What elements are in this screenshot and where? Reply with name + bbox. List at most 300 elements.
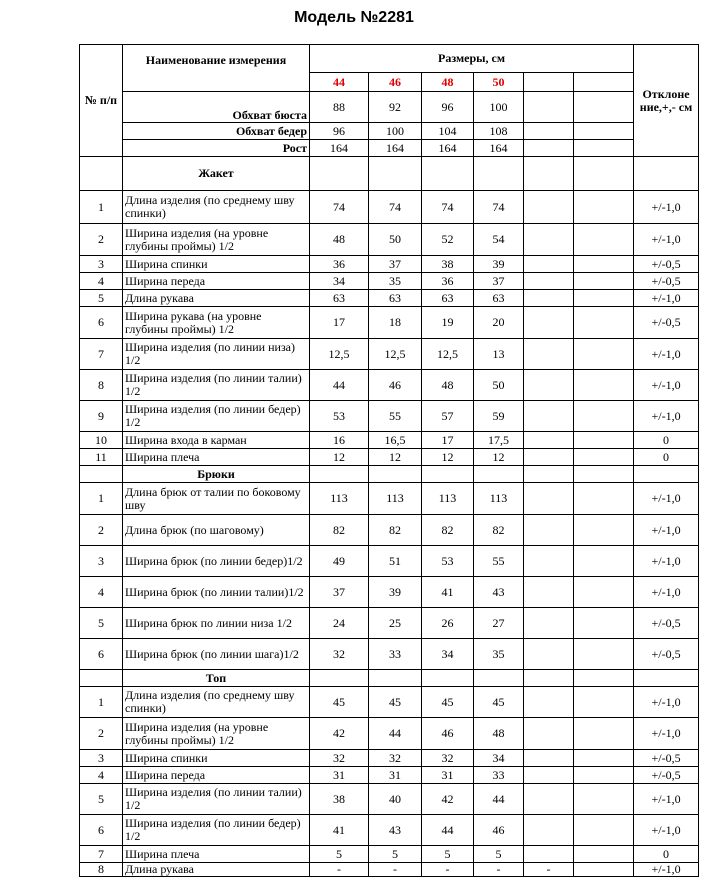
deviation-value: +/-1,0 xyxy=(634,718,699,750)
measurement-value: 17 xyxy=(422,432,474,449)
row-number: 1 xyxy=(80,191,123,224)
measurement-value: - xyxy=(474,863,524,877)
section-empty-cell xyxy=(422,670,474,687)
measurement-value xyxy=(574,750,634,767)
measurement-value: 12 xyxy=(474,449,524,466)
measurement-value: 37 xyxy=(310,577,369,608)
measurement-value: 63 xyxy=(474,290,524,307)
table-row xyxy=(80,546,699,577)
measurement-value: 27 xyxy=(474,608,524,639)
size-cell: 50 xyxy=(474,73,524,92)
measurement-value: 53 xyxy=(422,546,474,577)
measurement-value: 34 xyxy=(474,750,524,767)
measurement-value xyxy=(524,815,574,846)
measurement-value: 49 xyxy=(310,546,369,577)
measurement-value: 55 xyxy=(369,401,422,432)
measurement-value xyxy=(574,784,634,815)
measurement-value xyxy=(574,483,634,515)
measurement-value xyxy=(524,718,574,750)
table-row xyxy=(80,256,699,273)
measurement-value: 41 xyxy=(310,815,369,846)
row-number: 4 xyxy=(80,273,123,290)
measurement-value: 5 xyxy=(474,846,524,863)
deviation-value: +/-1,0 xyxy=(634,687,699,718)
measurement-value xyxy=(574,256,634,273)
section-empty-cell xyxy=(422,466,474,483)
measurement-name: Длина брюк от талии по боковому шву xyxy=(123,483,310,515)
header-number: № п/п xyxy=(80,45,123,157)
base-measurement-value: 164 xyxy=(474,140,524,157)
measurement-value: 34 xyxy=(310,273,369,290)
table-row xyxy=(80,370,699,401)
table-row xyxy=(80,224,699,256)
measurement-value: 17,5 xyxy=(474,432,524,449)
measurement-value: 32 xyxy=(369,750,422,767)
measurement-value: 37 xyxy=(369,256,422,273)
measurement-value: 39 xyxy=(474,256,524,273)
measurement-value: - xyxy=(369,863,422,877)
measurement-value: 5 xyxy=(310,846,369,863)
measurement-value xyxy=(574,639,634,670)
measurement-value: - xyxy=(310,863,369,877)
measurement-value: 50 xyxy=(474,370,524,401)
table-row xyxy=(80,290,699,307)
measurement-value: 18 xyxy=(369,307,422,339)
row-number: 9 xyxy=(80,401,123,432)
measurement-value: 34 xyxy=(422,639,474,670)
section-empty-cell xyxy=(310,157,369,191)
base-measurement-value xyxy=(574,140,634,157)
row-number: 8 xyxy=(80,863,123,877)
row-number: 2 xyxy=(80,718,123,750)
section-empty-cell xyxy=(80,466,123,483)
table-row xyxy=(80,339,699,370)
measurement-value: 48 xyxy=(474,718,524,750)
deviation-value: +/-1,0 xyxy=(634,483,699,515)
section-empty-cell xyxy=(422,157,474,191)
measurement-value: 12 xyxy=(369,449,422,466)
measurement-value xyxy=(524,608,574,639)
measurement-name: Ширина спинки xyxy=(123,750,310,767)
section-empty-cell xyxy=(634,670,699,687)
size-cell xyxy=(574,73,634,92)
section-empty-cell xyxy=(80,670,123,687)
section-header-row xyxy=(80,670,699,687)
section-title: Брюки xyxy=(123,466,310,483)
deviation-value: +/-1,0 xyxy=(634,863,699,877)
row-number: 5 xyxy=(80,784,123,815)
measurement-value: 31 xyxy=(369,767,422,784)
section-empty-cell xyxy=(310,466,369,483)
measurement-value: 39 xyxy=(369,577,422,608)
table-row xyxy=(80,687,699,718)
base-measurement-value: 88 xyxy=(310,92,369,123)
measurement-value: 82 xyxy=(369,515,422,546)
section-empty-cell xyxy=(634,466,699,483)
measurement-value xyxy=(524,339,574,370)
measurement-value: 43 xyxy=(474,577,524,608)
section-title: Жакет xyxy=(123,157,310,191)
row-number: 1 xyxy=(80,687,123,718)
measurement-value: 16 xyxy=(310,432,369,449)
deviation-value: +/-1,0 xyxy=(634,224,699,256)
measurement-value: 38 xyxy=(310,784,369,815)
measurement-name: Ширина рукава (на уровне глубины проймы) 1/2 xyxy=(123,307,310,339)
measurement-value xyxy=(524,639,574,670)
measurement-value: 113 xyxy=(369,483,422,515)
measurement-name: Ширина брюк по линии низа 1/2 xyxy=(123,608,310,639)
measurement-name: Ширина изделия (по линии бедер) 1/2 xyxy=(123,401,310,432)
measurement-value: 31 xyxy=(310,767,369,784)
measurement-value: 42 xyxy=(422,784,474,815)
deviation-value: +/-1,0 xyxy=(634,290,699,307)
deviation-value: 0 xyxy=(634,432,699,449)
row-number: 5 xyxy=(80,290,123,307)
measurement-value xyxy=(524,370,574,401)
measurement-value xyxy=(574,687,634,718)
base-measurement-value: 92 xyxy=(369,92,422,123)
measurement-value: 25 xyxy=(369,608,422,639)
measurement-value: 74 xyxy=(422,191,474,224)
measurement-value: 74 xyxy=(310,191,369,224)
measurement-value: 33 xyxy=(474,767,524,784)
table-row xyxy=(80,863,699,877)
base-measurement-value: 164 xyxy=(369,140,422,157)
row-number: 7 xyxy=(80,846,123,863)
section-empty-cell xyxy=(369,670,422,687)
table-row xyxy=(80,815,699,846)
size-cell: 46 xyxy=(369,73,422,92)
base-measurement-value: 100 xyxy=(474,92,524,123)
measurement-name: Ширина входа в карман xyxy=(123,432,310,449)
measurement-value xyxy=(524,401,574,432)
row-number: 4 xyxy=(80,577,123,608)
measurement-value xyxy=(524,307,574,339)
base-measurement-value xyxy=(574,92,634,123)
deviation-value: +/-1,0 xyxy=(634,546,699,577)
base-measurement-value xyxy=(524,92,574,123)
measurement-value: 74 xyxy=(369,191,422,224)
measurement-value: 57 xyxy=(422,401,474,432)
table-row xyxy=(80,307,699,339)
measurement-value: 31 xyxy=(422,767,474,784)
table-row xyxy=(80,608,699,639)
measurement-value xyxy=(574,273,634,290)
deviation-value: +/-1,0 xyxy=(634,515,699,546)
section-empty-cell xyxy=(310,670,369,687)
section-empty-cell xyxy=(574,157,634,191)
section-header-row xyxy=(80,466,699,483)
base-measurement-value xyxy=(574,123,634,140)
measurement-value: - xyxy=(524,863,574,877)
deviation-value: +/-1,0 xyxy=(634,339,699,370)
size-cell xyxy=(524,73,574,92)
measurement-value: 45 xyxy=(369,687,422,718)
base-measurement-value xyxy=(524,123,574,140)
measurement-value: 48 xyxy=(422,370,474,401)
base-measurement-label: Обхват бюста xyxy=(123,92,310,123)
deviation-value: 0 xyxy=(634,846,699,863)
measurement-value xyxy=(524,750,574,767)
measurement-value: 113 xyxy=(310,483,369,515)
deviation-value: 0 xyxy=(634,449,699,466)
base-measurement-label: Обхват бедер xyxy=(123,123,310,140)
measurement-value: 74 xyxy=(474,191,524,224)
deviation-value: +/-0,5 xyxy=(634,639,699,670)
table-row xyxy=(80,846,699,863)
measurement-value: 40 xyxy=(369,784,422,815)
row-number: 4 xyxy=(80,767,123,784)
measurement-value: 46 xyxy=(369,370,422,401)
table-row xyxy=(80,273,699,290)
measurement-name: Длина рукава xyxy=(123,863,310,877)
measurement-value: 12,5 xyxy=(369,339,422,370)
base-measurement-value: 100 xyxy=(369,123,422,140)
measurement-value: 113 xyxy=(422,483,474,515)
section-title: Топ xyxy=(123,670,310,687)
measurement-value: 55 xyxy=(474,546,524,577)
measurement-value: 43 xyxy=(369,815,422,846)
row-number: 3 xyxy=(80,546,123,577)
measurement-value xyxy=(574,767,634,784)
base-measurement-value: 96 xyxy=(310,123,369,140)
measurement-value xyxy=(574,815,634,846)
section-empty-cell xyxy=(474,466,524,483)
row-number: 2 xyxy=(80,515,123,546)
size-cell: 48 xyxy=(422,73,474,92)
deviation-value: +/-1,0 xyxy=(634,370,699,401)
measurement-value: 32 xyxy=(422,750,474,767)
measurement-value: 45 xyxy=(310,687,369,718)
measurement-value: 46 xyxy=(474,815,524,846)
measurement-value xyxy=(524,273,574,290)
measurement-value xyxy=(574,290,634,307)
measurement-value xyxy=(574,307,634,339)
measurement-name: Длина изделия (по среднему шву спинки) xyxy=(123,191,310,224)
measurement-name: Ширина спинки xyxy=(123,256,310,273)
measurement-value: 41 xyxy=(422,577,474,608)
row-number: 6 xyxy=(80,815,123,846)
measurement-value: 44 xyxy=(474,784,524,815)
row-number: 3 xyxy=(80,256,123,273)
measurement-value xyxy=(574,191,634,224)
section-empty-cell xyxy=(369,157,422,191)
measurement-value xyxy=(524,767,574,784)
measurement-value: 48 xyxy=(310,224,369,256)
deviation-value: +/-0,5 xyxy=(634,608,699,639)
row-number: 6 xyxy=(80,639,123,670)
section-empty-cell xyxy=(524,670,574,687)
measurement-name: Ширина плеча xyxy=(123,846,310,863)
measurement-name: Ширина переда xyxy=(123,273,310,290)
measurement-value xyxy=(574,224,634,256)
row-number: 1 xyxy=(80,483,123,515)
measurement-value: 12 xyxy=(422,449,474,466)
section-empty-cell xyxy=(474,670,524,687)
measurement-name: Ширина брюк (по линии шага)1/2 xyxy=(123,639,310,670)
measurement-value xyxy=(524,256,574,273)
measurement-value xyxy=(524,224,574,256)
measurement-value xyxy=(524,846,574,863)
table-row xyxy=(80,401,699,432)
section-empty-cell xyxy=(80,157,123,191)
header-deviation: Отклоне ние,+,- см xyxy=(634,45,699,157)
measurement-name: Длина брюк (по шаговому) xyxy=(123,515,310,546)
section-empty-cell xyxy=(574,466,634,483)
measurement-value: 24 xyxy=(310,608,369,639)
deviation-value: +/-0,5 xyxy=(634,307,699,339)
measurement-value: - xyxy=(422,863,474,877)
measurement-value: 36 xyxy=(422,273,474,290)
measurement-value: 63 xyxy=(369,290,422,307)
measurement-value xyxy=(524,577,574,608)
measurement-value xyxy=(574,515,634,546)
section-empty-cell xyxy=(634,157,699,191)
measurement-value xyxy=(524,483,574,515)
document-title: Модель №2281 xyxy=(294,9,414,26)
measurement-name: Ширина переда xyxy=(123,767,310,784)
measurement-value: 5 xyxy=(369,846,422,863)
measurement-value xyxy=(524,784,574,815)
base-measurement-value xyxy=(524,140,574,157)
table-row xyxy=(80,577,699,608)
section-empty-cell xyxy=(369,466,422,483)
measurement-value: 26 xyxy=(422,608,474,639)
measurement-value: 82 xyxy=(310,515,369,546)
measurement-name: Ширина изделия (по линии низа) 1/2 xyxy=(123,339,310,370)
measurement-value: 59 xyxy=(474,401,524,432)
measurement-value: 32 xyxy=(310,639,369,670)
row-number: 8 xyxy=(80,370,123,401)
deviation-value: +/-1,0 xyxy=(634,577,699,608)
measurement-value: 44 xyxy=(369,718,422,750)
measurement-value: 37 xyxy=(474,273,524,290)
row-number: 3 xyxy=(80,750,123,767)
measurement-value: 16,5 xyxy=(369,432,422,449)
measurement-value xyxy=(574,546,634,577)
deviation-value: +/-1,0 xyxy=(634,815,699,846)
table-row xyxy=(80,515,699,546)
table-row xyxy=(80,718,699,750)
size-cell: 44 xyxy=(310,73,369,92)
measurement-value: 32 xyxy=(310,750,369,767)
measurement-value: 113 xyxy=(474,483,524,515)
measurement-value: 44 xyxy=(310,370,369,401)
measurement-name: Ширина брюк (по линии талии)1/2 xyxy=(123,577,310,608)
measurement-name: Ширина изделия (по линии талии) 1/2 xyxy=(123,784,310,815)
table-row xyxy=(80,449,699,466)
measurement-value: 36 xyxy=(310,256,369,273)
base-measurement-value: 164 xyxy=(310,140,369,157)
measurement-value: 12 xyxy=(310,449,369,466)
base-measurement-value: 104 xyxy=(422,123,474,140)
measurement-value xyxy=(524,546,574,577)
measurement-value xyxy=(574,449,634,466)
table-row xyxy=(80,767,699,784)
section-empty-cell xyxy=(524,466,574,483)
measurement-value: 44 xyxy=(422,815,474,846)
measurement-name: Длина изделия (по среднему шву спинки) xyxy=(123,687,310,718)
measurement-value xyxy=(574,863,634,877)
table-row xyxy=(80,639,699,670)
measurement-value: 54 xyxy=(474,224,524,256)
measurement-value: 45 xyxy=(422,687,474,718)
table-row xyxy=(80,784,699,815)
row-number: 2 xyxy=(80,224,123,256)
table-row xyxy=(80,750,699,767)
measurement-value xyxy=(574,718,634,750)
row-number: 7 xyxy=(80,339,123,370)
measurement-name: Ширина изделия (на уровне глубины проймы) 1/2 xyxy=(123,718,310,750)
base-measurement-value: 96 xyxy=(422,92,474,123)
measurement-value: 20 xyxy=(474,307,524,339)
measurement-value: 82 xyxy=(422,515,474,546)
measurement-value: 82 xyxy=(474,515,524,546)
measurement-name: Ширина брюк (по линии бедер)1/2 xyxy=(123,546,310,577)
measurement-value: 12,5 xyxy=(310,339,369,370)
base-measurement-label: Рост xyxy=(123,140,310,157)
measurement-value xyxy=(574,608,634,639)
measurement-value: 35 xyxy=(369,273,422,290)
measurement-value: 63 xyxy=(310,290,369,307)
measurement-value: 33 xyxy=(369,639,422,670)
table-row xyxy=(80,483,699,515)
measurement-value: 51 xyxy=(369,546,422,577)
row-number: 10 xyxy=(80,432,123,449)
measurement-name: Ширина изделия (на уровне глубины проймы) 1/2 xyxy=(123,224,310,256)
header-sizes: Размеры, см xyxy=(310,45,634,73)
measurement-value xyxy=(574,401,634,432)
measurement-name: Ширина изделия (по линии талии) 1/2 xyxy=(123,370,310,401)
measurement-value xyxy=(524,432,574,449)
table-row xyxy=(80,191,699,224)
deviation-value: +/-1,0 xyxy=(634,191,699,224)
section-header-row xyxy=(80,157,699,191)
deviation-value: +/-1,0 xyxy=(634,784,699,815)
measurement-value: 53 xyxy=(310,401,369,432)
measurement-value: 38 xyxy=(422,256,474,273)
section-empty-cell xyxy=(474,157,524,191)
measurement-value xyxy=(524,191,574,224)
measurement-value xyxy=(524,449,574,466)
measurement-value xyxy=(524,290,574,307)
measurement-value: 63 xyxy=(422,290,474,307)
measurement-value xyxy=(574,577,634,608)
measurement-value: 35 xyxy=(474,639,524,670)
base-measurement-value: 164 xyxy=(422,140,474,157)
measurement-value: 19 xyxy=(422,307,474,339)
deviation-value: +/-1,0 xyxy=(634,401,699,432)
row-number: 11 xyxy=(80,449,123,466)
base-measurement-value: 108 xyxy=(474,123,524,140)
table-row xyxy=(80,432,699,449)
section-empty-cell xyxy=(524,157,574,191)
measurement-value: 13 xyxy=(474,339,524,370)
deviation-value: +/-0,5 xyxy=(634,750,699,767)
row-number: 6 xyxy=(80,307,123,339)
measurement-value: 12,5 xyxy=(422,339,474,370)
measurement-value xyxy=(574,339,634,370)
deviation-value: +/-0,5 xyxy=(634,256,699,273)
measurement-name: Ширина плеча xyxy=(123,449,310,466)
measurement-value: 17 xyxy=(310,307,369,339)
measurement-value xyxy=(524,687,574,718)
measurement-value xyxy=(574,432,634,449)
header-measurement-name: Наименование измерения xyxy=(123,45,310,92)
measurement-value xyxy=(574,370,634,401)
measurement-value: 46 xyxy=(422,718,474,750)
measurement-value: 5 xyxy=(422,846,474,863)
